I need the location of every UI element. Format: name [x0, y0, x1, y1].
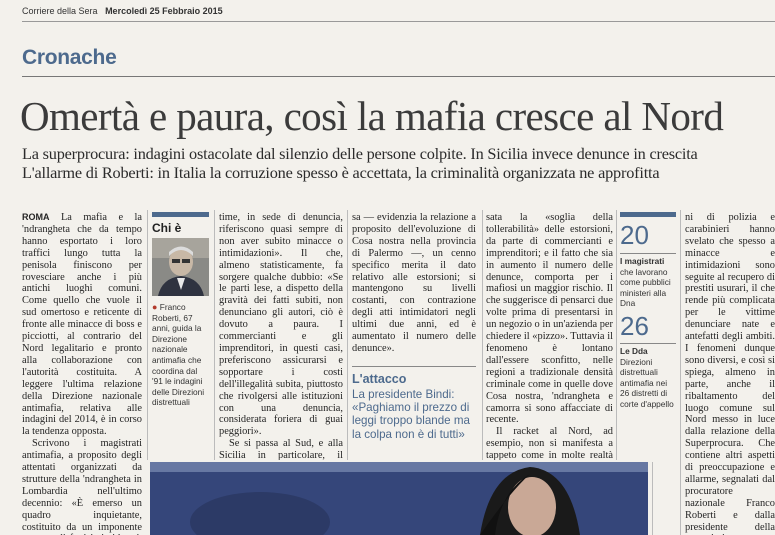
- column-divider: [482, 210, 483, 460]
- column-divider: [680, 210, 681, 535]
- article-column-3: [219, 212, 343, 460]
- photo-image: [150, 462, 648, 535]
- headline: Omertà e paura, così la mafia cresce al Nord: [20, 93, 724, 139]
- article-column-1-cont: [22, 462, 142, 535]
- subheadline-2: L'allarme di Roberti: in Italia la corruzione spesso è accettata, la criminalità organizzata ne approfitta: [22, 163, 660, 182]
- paragraph: sa — evidenzia la relazione a proposito dell'evoluzione di Cosa nostra nella provincia di Palermo —, un cenno specifico merita il dato relativo alle estorsioni; si mantengono su livelli costanti, con contrazione degli atti intimidatori negli ultimi due anni, ed è aumentato il numero delle denunce».: [352, 212, 476, 354]
- paragraph: Scrivono i magistrati antimafia, a proposito degli attentati organizzati da strutture della 'ndrangheta in Lombardia nell'ultimo decennio: «È emerso un quadro inquietante, costituito da un imponente: [22, 438, 142, 533]
- article-column-7: [685, 212, 775, 535]
- column-divider: [616, 210, 617, 460]
- masthead-line: [22, 6, 223, 16]
- issue-date: Mercoledì 25 Febbraio 2015: [105, 6, 223, 16]
- paper-name: Corriere della Sera: [22, 6, 98, 16]
- paragraph: sata la «soglia della tollerabilità» delle estorsioni, da parte di commercianti e imprenditori; e il fatto che sia in aumento il numero delle denunce, comporta per i mafiosi un maggior rischio. Il che suggerisce di pensarci due volte prima di presentarsi in un negozio o in un'azienda per chiedere il «pizzo». Tuttavia il fenomeno è lontano dall'essere sconfitto, nelle regioni a tradizionale densità criminale come in quelle dove Cosa nostra, 'ndrangheta e camorra si sono affacciate di recente.: [486, 212, 613, 426]
- stat-divider: [620, 253, 676, 254]
- paragraph: Se si passa al Sud, e alla Sicilia in particolare, il: [219, 438, 343, 460]
- column-divider: [214, 210, 215, 460]
- paragraph: time, in sede di denuncia, riferiscono quasi sempre di non aver subito minacce o intimidazioni». Il che, almeno statisticamente, fa sorgere qualche dubbio: «Se le parti lese, a dispetto della gravità dei fatti subiti, non denunciano gli autori, ciò è dovuto a paura. I commercianti e gli imprenditori, in questi casi, preferiscono assicurarsi e sopportare i costi dell'illegalità subita, piuttosto che rivolgersi alle istituzioni con una denuncia, considerata foriera di guai peggiori».: [219, 212, 343, 438]
- portrait-photo: [152, 238, 209, 296]
- header-divider: [22, 21, 775, 22]
- pullquote-divider: [352, 366, 476, 367]
- stat-number: 20: [620, 220, 649, 250]
- portrait-caption: ● Franco Roberti, 67 anni, guida la Direzione nazionale antimafia che coordina dal '91 le indagini delle Direzioni distrettuali: [152, 302, 205, 408]
- column-divider: [347, 210, 348, 460]
- column-divider: [652, 462, 653, 535]
- portrait-image: [152, 238, 209, 296]
- box-title: Chi è: [152, 221, 182, 235]
- stats-accent-bar: [620, 212, 676, 217]
- article-column-4: [352, 212, 476, 356]
- dateline: ROMA: [22, 212, 50, 222]
- pullquote-text: La presidente Bindi: «Paghiamo il prezzo di leggi troppo blande ma la colpa non è di tutti»: [352, 388, 470, 441]
- paragraph: [352, 355, 476, 356]
- paragraph: ni di polizia e carabinieri hanno svelato che spesso a minacce e intimidazioni sono seguite al recupero di prestiti usurari, il che rende più complicata per le vittime denunciare nate e antefatti degli ambiti. I fenomeni dunque sono diversi, e così si spiega, almeno in parte, anche il ribaltamento del luogo comune sul Nord messo in luce dalla relazione della Superprocura. Che contiene altri aspetti di preoccupazione e allarme, segnalati dal procuratore nazionale Franco Roberti e dalla presidente della: [685, 212, 775, 533]
- stat-divider: [620, 343, 676, 344]
- stat-number: 26: [620, 311, 649, 341]
- stat-text: I magistrati che lavorano come pubblici ministeri alla Dna: [620, 256, 671, 309]
- lead-paragraph: ROMA La mafia e la 'ndrangheta che da tempo hanno esportato i loro traffici lungo tutta la penisola finiscono per rovesciare anche i più antichi luoghi comuni. Come quello che vuole il sud omertoso e reticente di fronte alle minacce di boss e picciotti, al contrario del Nord legalitario e pronto alla collaborazione con l'autorità costituita. A leggere l'ultima relazione della Direzione nazionale antimafia, relativa alle indagini del 2014, è in corso la tendenza opposta.: [22, 212, 142, 438]
- column-divider: [147, 210, 148, 460]
- section-title: Cronache: [22, 46, 117, 69]
- pullquote-label: L'attacco: [352, 372, 407, 386]
- article-column-5: [486, 212, 613, 460]
- subheadline-1: La superprocura: indagini ostacolate dal silenzio delle persone colpite. In Sicilia invece denunce in crescita: [22, 144, 698, 163]
- paragraph: Il racket al Nord, ad esempio, non si manifesta a tappeto come in molte realtà: [486, 426, 613, 460]
- section-divider: [22, 76, 775, 77]
- box-accent-bar: [152, 212, 209, 217]
- bullet-icon: ●: [152, 302, 158, 312]
- article-photo: [150, 462, 648, 535]
- stat-text: Le Dda Direzioni distrettuali antimafia nei 26 distretti di corte d'appello: [620, 346, 674, 409]
